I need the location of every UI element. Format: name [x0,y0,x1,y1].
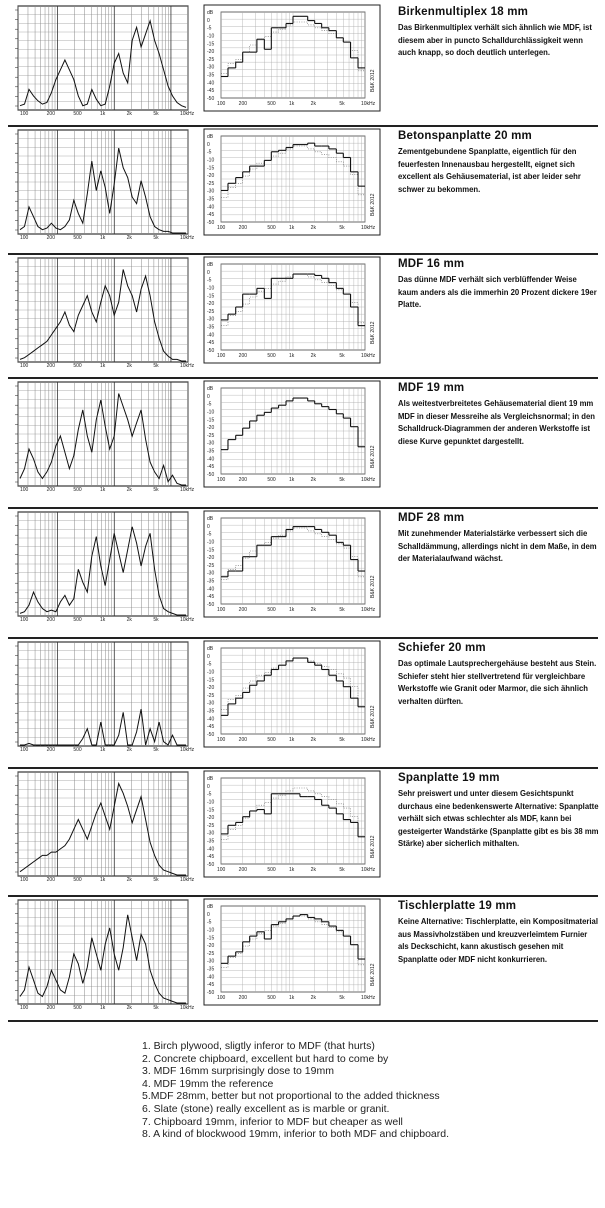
x-tick-label: 1k [100,877,106,883]
vibration-chart [15,130,195,241]
y-tick-label: -50 [207,472,215,478]
charts-svg [8,380,390,500]
y-tick-label: -45 [207,464,215,471]
x-tick-label: 5k [153,235,159,241]
x-tick-label: 100 [217,867,226,873]
material-row [0,256,605,380]
row-separator [8,125,598,127]
x-tick-label: 100 [217,101,226,107]
y-tick-label: -15 [207,417,215,424]
spl-chart [204,899,380,1005]
x-tick-label: 10kHz [361,867,376,873]
x-tick-label: 1k [289,477,295,483]
x-tick-label: 10kHz [361,737,376,743]
x-tick-label: 100 [217,995,226,1001]
x-tick-label: 100 [217,607,226,613]
y-tick-label: -40 [207,80,215,87]
x-tick-label: 1k [289,737,295,743]
note-line: 8. A kind of blockwood 19mm, inferior to both MDF and chipboard. [142,1128,449,1141]
x-tick-label: 500 [73,1005,82,1011]
x-tick-label: 1k [289,995,295,1001]
y-tick-label: -15 [207,165,215,172]
y-tick-label: -40 [207,846,215,853]
x-tick-label: 2k [126,111,132,117]
y-tick-label: -10 [207,799,215,806]
x-tick-label: 10kHz [361,225,376,231]
material-title: MDF 16 mm [398,258,465,270]
x-tick-label: 10kHz [180,363,195,369]
material-text: Das dünne MDF verhält sich verblüffender Weise kaum anders als die immerhin 20 Prozent dickere 19er Platte. [398,274,597,309]
charts-svg [8,640,390,760]
y-tick-label: -10 [207,927,215,934]
analyzer-label: B&K 2012 [370,705,376,728]
y-tick-label: -35 [207,708,215,715]
y-tick-label: -35 [207,324,215,331]
analyzer-label: B&K 2012 [370,835,376,858]
y-tick-label: -15 [207,677,215,684]
x-tick-label: 100 [20,877,29,883]
x-tick-label: 2k [310,607,316,613]
material-text: Als weitestverbreitetes Gehäusematerial dient 19 mm MDF in dieser Messreihe als Vergleichsnormal; in den Schalldruck-Diagrammen der anderen Werkstoffe ist diese Kurve gepunktet dargestellt. [398,398,595,446]
x-tick-label: 500 [73,111,82,117]
y-tick-label: -30 [207,958,215,965]
analyzer-label: B&K 2012 [370,69,376,92]
y-tick-label: -20 [207,815,215,822]
y-tick-label: dB [207,776,214,782]
material-title: MDF 19 mm [398,382,465,394]
y-tick-label: -10 [207,669,215,676]
analyzer-label: B&K 2012 [370,321,376,344]
x-tick-label: 200 [238,477,248,483]
y-tick-label: -20 [207,49,215,56]
x-tick-label: 10kHz [361,607,376,613]
spl-chart [204,129,380,235]
material-row [0,4,605,128]
x-tick-label: 2k [126,617,132,623]
x-tick-label: 100 [20,617,29,623]
y-tick-label: -5 [207,149,212,156]
y-tick-label: -50 [207,862,215,868]
x-tick-label: 5k [153,111,159,117]
y-tick-label: -50 [207,348,215,354]
x-tick-label: 500 [267,225,276,231]
y-tick-label: -40 [207,974,215,981]
x-tick-label: 10kHz [180,235,195,241]
x-tick-label: 10kHz [361,353,376,359]
x-tick-label: 10kHz [361,101,376,107]
y-tick-label: -40 [207,204,215,211]
x-tick-label: 2k [310,995,316,1001]
row-separator [8,767,598,769]
vibration-chart [15,900,195,1011]
x-tick-label: 10kHz [180,1005,195,1011]
y-tick-label: -35 [207,966,215,973]
y-tick-label: -50 [207,220,215,226]
y-tick-label: dB [207,516,214,522]
x-tick-label: 100 [217,737,226,743]
x-tick-label: 200 [46,363,56,369]
y-tick-label: -10 [207,409,215,416]
note-line: 6. Slate (stone) really excellent as is marble or granit. [142,1102,390,1115]
x-tick-label: 2k [310,867,316,873]
x-tick-label: 5k [339,353,345,359]
x-tick-label: 1k [100,617,106,623]
y-tick-label: 0 [207,269,210,276]
x-tick-label: 1k [289,867,295,873]
x-tick-label: 10kHz [180,617,195,623]
x-tick-label: 5k [339,607,345,613]
spl-chart [204,641,380,747]
material-row [0,640,605,764]
spl-chart [204,257,380,363]
x-tick-label: 1k [289,607,295,613]
spl-chart [204,511,380,617]
y-tick-label: -5 [207,791,212,798]
y-tick-label: -10 [207,157,215,164]
row-separator [8,637,598,639]
material-text: Sehr preiswert und unter diesem Gesichtspunkt durchaus eine bedenkenswerte Alternative: Spanplatte verhält sich etwas schlechter als MDF, kann bei gesteigerter Wandstärke (Spanplatte gibt es bis 38 mm Stärke) aber sicherlich mithalten. [398,788,599,848]
y-tick-label: -5 [207,531,212,538]
x-tick-label: 200 [238,353,248,359]
material-text: Zementgebundene Spanplatte, eigentlich für den feuerfesten Innenausbau hergestellt, eignet sich excellent als Gehäusematerial, ist aber leider sehr schwer zu bekommen. [398,146,581,194]
y-tick-label: dB [207,10,214,16]
y-tick-label: -45 [207,212,215,219]
vibration-chart [15,258,195,369]
y-tick-label: -40 [207,332,215,339]
material-description [398,772,598,850]
material-text: Das optimale Lautsprechergehäuse besteht aus Stein. Schiefer steht hier stellvertretend für vergleichbare Werkstoffe wie Granit oder Marmor, die sich ähnlich verhalten dürften. [398,658,597,706]
y-tick-label: -25 [207,692,215,699]
x-tick-label: 100 [217,477,226,483]
x-tick-label: 5k [153,617,159,623]
x-tick-label: 100 [20,747,29,753]
charts-svg [8,898,390,1018]
x-tick-label: 200 [238,867,248,873]
x-tick-label: 5k [339,737,345,743]
x-tick-label: 10kHz [180,747,195,753]
material-description [398,512,598,565]
x-tick-label: 2k [126,487,132,493]
y-tick-label: -50 [207,96,215,102]
y-tick-label: -25 [207,432,215,439]
material-description [398,130,598,195]
x-tick-label: 1k [289,353,295,359]
x-tick-label: 5k [339,995,345,1001]
translation-notes [142,1040,592,1141]
x-tick-label: 200 [46,877,56,883]
material-row [0,128,605,252]
y-tick-label: -5 [207,661,212,668]
x-tick-label: 100 [20,363,29,369]
x-tick-label: 200 [238,995,248,1001]
material-description [398,6,598,59]
x-tick-label: 500 [73,235,82,241]
x-tick-label: 500 [73,617,82,623]
y-tick-label: 0 [207,141,210,148]
material-row [0,898,605,1022]
y-tick-label: -15 [207,41,215,48]
x-tick-label: 2k [126,877,132,883]
x-tick-label: 10kHz [180,111,195,117]
charts-svg [8,770,390,890]
x-tick-label: 5k [153,877,159,883]
x-tick-label: 10kHz [180,487,195,493]
y-tick-label: -45 [207,88,215,95]
x-tick-label: 200 [46,747,56,753]
y-tick-label: -20 [207,173,215,180]
note-line: 2. Concrete chipboard, excellent but hard to come by [142,1052,389,1065]
y-tick-label: dB [207,386,214,392]
y-tick-label: -45 [207,340,215,347]
y-tick-label: -10 [207,285,215,292]
charts-svg [8,256,390,376]
x-tick-label: 5k [153,487,159,493]
x-tick-label: 1k [100,111,106,117]
y-tick-label: -5 [207,401,212,408]
vibration-chart [15,642,195,753]
x-tick-label: 500 [267,353,276,359]
x-tick-label: 100 [217,225,226,231]
y-tick-label: -20 [207,943,215,950]
x-tick-label: 500 [267,867,276,873]
y-tick-label: -50 [207,990,215,996]
x-tick-label: 500 [73,487,82,493]
note-line: 7. Chipboard 19mm, inferior to MDF but cheaper as well [142,1115,403,1128]
note-line: 5.MDF 28mm, better but not proportional to the added thickness [142,1090,440,1103]
y-tick-label: -20 [207,301,215,308]
x-tick-label: 100 [217,353,226,359]
note-line: 3. MDF 16mm surprisingly dose to 19mm [142,1065,334,1078]
material-description [398,258,598,311]
x-tick-label: 500 [267,737,276,743]
y-tick-label: 0 [207,783,210,790]
material-text: Das Birkenmultiplex verhält sich ähnlich wie MDF, ist diesem aber in puncto Schalldurchlässigkeit wenn auch knapp, so doch deutlich unterlegen. [398,22,592,57]
y-tick-label: dB [207,646,214,652]
x-tick-label: 5k [153,747,159,753]
y-tick-label: -30 [207,64,215,71]
x-tick-label: 5k [339,101,345,107]
note-line: 1. Birch plywood, sligtly inferor to MDF (that hurts) [142,1040,375,1052]
x-tick-label: 500 [267,607,276,613]
y-tick-label: -30 [207,316,215,323]
y-tick-label: -45 [207,594,215,601]
y-tick-label: -15 [207,935,215,942]
x-tick-label: 200 [238,737,248,743]
x-tick-label: 2k [126,363,132,369]
y-tick-label: dB [207,134,214,140]
y-tick-label: -30 [207,570,215,577]
y-tick-label: -35 [207,578,215,585]
y-tick-label: -25 [207,180,215,187]
x-tick-label: 500 [73,363,82,369]
y-tick-label: -30 [207,830,215,837]
y-tick-label: -50 [207,602,215,608]
row-separator [8,377,598,379]
vibration-chart [15,512,195,623]
x-tick-label: 10kHz [361,477,376,483]
charts-svg [8,128,390,248]
material-row [0,380,605,504]
spl-chart [204,381,380,487]
y-tick-label: -15 [207,547,215,554]
spl-chart [204,771,380,877]
x-tick-label: 200 [238,101,248,107]
y-tick-label: -35 [207,448,215,455]
vibration-chart [15,6,195,117]
y-tick-label: -20 [207,685,215,692]
x-tick-label: 2k [126,235,132,241]
x-tick-label: 10kHz [361,995,376,1001]
x-tick-label: 100 [20,1005,29,1011]
y-tick-label: 0 [207,17,210,24]
analyzer-label: B&K 2012 [370,575,376,598]
y-tick-label: -45 [207,724,215,731]
charts-svg [8,510,390,630]
material-description [398,642,598,707]
y-tick-label: -40 [207,716,215,723]
charts-svg [8,4,390,124]
x-tick-label: 1k [289,101,295,107]
row-separator [8,895,598,897]
y-tick-label: -35 [207,196,215,203]
x-tick-label: 5k [153,363,159,369]
x-tick-label: 500 [73,747,82,753]
x-tick-label: 1k [100,1005,106,1011]
y-tick-label: -20 [207,555,215,562]
x-tick-label: 5k [339,225,345,231]
note-line: 4. MDF 19mm the reference [142,1077,274,1090]
y-tick-label: -20 [207,425,215,432]
x-tick-label: 1k [289,225,295,231]
x-tick-label: 5k [153,1005,159,1011]
y-tick-label: -50 [207,732,215,738]
y-tick-label: -25 [207,56,215,63]
x-tick-label: 200 [46,617,56,623]
x-tick-label: 500 [267,101,276,107]
x-tick-label: 500 [267,995,276,1001]
x-tick-label: 2k [310,101,316,107]
y-tick-label: -25 [207,822,215,829]
x-tick-label: 100 [20,487,29,493]
row-separator [8,253,598,255]
material-description [398,900,598,965]
vibration-chart [15,772,195,883]
x-tick-label: 500 [73,877,82,883]
material-title: MDF 28 mm [398,512,465,524]
y-tick-label: -40 [207,456,215,463]
x-tick-label: 2k [310,225,316,231]
material-title: Betonspanplatte 20 mm [398,130,532,142]
x-tick-label: 2k [310,737,316,743]
y-tick-label: -10 [207,33,215,40]
x-tick-label: 10kHz [180,877,195,883]
y-tick-label: 0 [207,653,210,660]
x-tick-label: 2k [310,353,316,359]
material-row [0,510,605,634]
row-separator [8,1020,598,1022]
y-tick-label: -15 [207,807,215,814]
y-tick-label: -5 [207,25,212,32]
y-tick-label: -35 [207,838,215,845]
x-tick-label: 200 [238,607,248,613]
analyzer-label: B&K 2012 [370,193,376,216]
x-tick-label: 5k [339,477,345,483]
y-tick-label: -40 [207,586,215,593]
y-tick-label: dB [207,262,214,268]
y-tick-label: 0 [207,393,210,400]
material-title: Schiefer 20 mm [398,642,486,654]
x-tick-label: 2k [126,1005,132,1011]
material-description [398,382,598,447]
y-tick-label: -25 [207,950,215,957]
y-tick-label: -35 [207,72,215,79]
y-tick-label: dB [207,904,214,910]
y-tick-label: -25 [207,562,215,569]
x-tick-label: 200 [46,111,56,117]
y-tick-label: -5 [207,919,212,926]
row-separator [8,507,598,509]
y-tick-label: 0 [207,911,210,918]
x-tick-label: 2k [126,747,132,753]
y-tick-label: -5 [207,277,212,284]
y-tick-label: -45 [207,982,215,989]
x-tick-label: 1k [100,363,106,369]
material-title: Birkenmultiplex 18 mm [398,6,529,18]
x-tick-label: 1k [100,747,106,753]
x-tick-label: 500 [267,477,276,483]
x-tick-label: 200 [238,225,248,231]
y-tick-label: -15 [207,293,215,300]
y-tick-label: -30 [207,440,215,447]
x-tick-label: 200 [46,235,56,241]
x-tick-label: 100 [20,111,29,117]
vibration-chart [15,382,195,493]
x-tick-label: 5k [339,867,345,873]
material-row [0,770,605,894]
x-tick-label: 200 [46,487,56,493]
material-title: Tischlerplatte 19 mm [398,900,517,912]
material-text: Keine Alternative: Tischlerplatte, ein Kompositmaterial aus Massivholzstäben und kreuzverleimtem Furnier als Deckschicht, kann akustisch gesehen mit Spanplatte oder MDF nicht konkurrieren. [398,916,598,964]
x-tick-label: 100 [20,235,29,241]
material-text: Mit zunehmender Materialstärke verbessert sich die Schalldämmung, allerdings nicht in dem Maße, in dem der Materialaufwand wächst. [398,528,597,563]
material-title: Spanplatte 19 mm [398,772,500,784]
y-tick-label: -25 [207,308,215,315]
analyzer-label: B&K 2012 [370,445,376,468]
x-tick-label: 1k [100,235,106,241]
y-tick-label: -45 [207,854,215,861]
spl-chart [204,5,380,111]
x-tick-label: 1k [100,487,106,493]
x-tick-label: 2k [310,477,316,483]
analyzer-label: B&K 2012 [370,963,376,986]
y-tick-label: -10 [207,539,215,546]
y-tick-label: -30 [207,700,215,707]
x-tick-label: 200 [46,1005,56,1011]
y-tick-label: -30 [207,188,215,195]
y-tick-label: 0 [207,523,210,530]
